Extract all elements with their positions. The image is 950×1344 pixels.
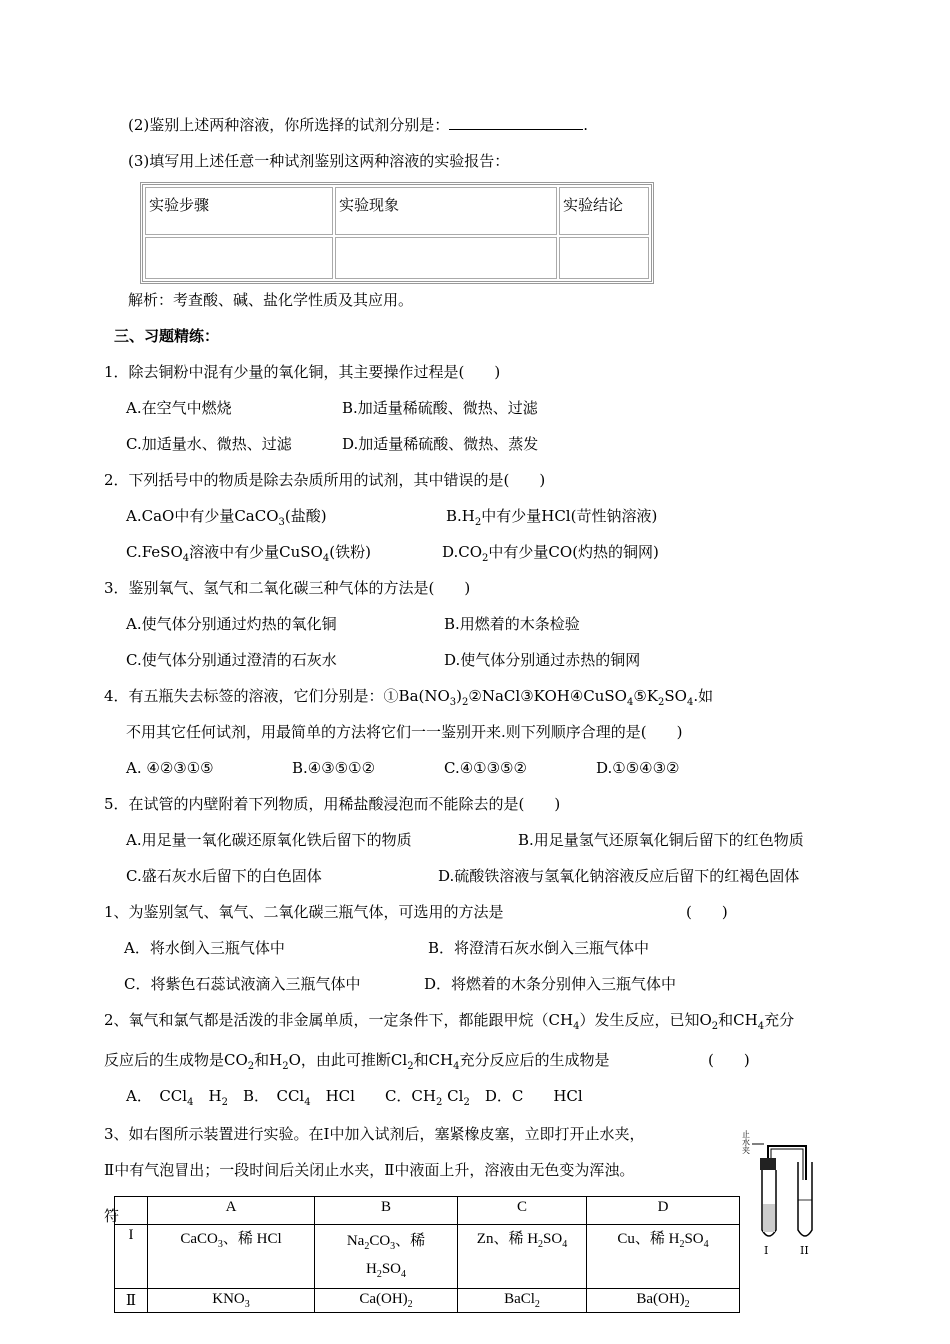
row-ii: Ⅱ (115, 1289, 148, 1313)
p1-option-b: B.加适量稀硫酸、微热、过滤 (342, 399, 538, 417)
report-table (140, 182, 654, 284)
cell-d-2: $Ba(OH)_2$ (587, 1289, 740, 1313)
p3-option-a: A.使气体分别通过灼热的氧化铜 (126, 615, 337, 633)
p5-option-c: C.盛石灰水后留下的白色固体 (126, 867, 322, 885)
r1-option-a: A．将水倒入三瓶气体中 (124, 939, 285, 957)
p3-option-d: D.使气体分别通过赤热的铜网 (444, 651, 641, 669)
p4-stem-2: 不用其它任何试剂，用最简单的方法将它们一一鉴别开来.则下列顺序合理的是( ) (126, 723, 683, 741)
r2-line-2: 反应后的生成物是$CO_2$和$H_2O$，由此可推断$Cl_2$和$CH_4$充分反应后的生成物是 (104, 1051, 610, 1072)
p4-option-b: B.④③⑤①② (292, 759, 376, 777)
q2-end: . (583, 116, 589, 134)
row-i: I (115, 1225, 148, 1289)
section-title: 三、习题精练： (114, 327, 220, 345)
tube-ii-label: II (800, 1244, 809, 1257)
p2-option-b: $B.H_2$中有少量HCl(苛性钠溶液) (446, 507, 658, 528)
answer-blank[interactable] (449, 115, 479, 130)
apparatus-diagram (741, 1120, 824, 1260)
clamp-label: 止水夹 (741, 1130, 751, 1154)
p2-option-c: C.FeSO$_4$溶液中有少量CuSO$_4$(铁粉) (126, 543, 371, 564)
p4-option-c: C.④①③⑤② (444, 759, 527, 777)
p5-option-b: B.用足量氢气还原氧化铜后留下的红色物质 (518, 831, 804, 849)
tube-i-label: I (764, 1244, 769, 1257)
apparatus-svg (741, 1120, 824, 1260)
r3-line-2: Ⅱ中有气泡冒出；一段时间后关闭止水夹，Ⅱ中液面上升，溶液由无色变为浑浊。 (104, 1161, 635, 1179)
r1-paren: ( ) (686, 903, 728, 921)
report-header-conclusion: 实验结论 (559, 187, 649, 235)
cell-b-2: $Ca(OH)_2$ (315, 1289, 458, 1313)
r1-option-d: D．将燃着的木条分别伸入三瓶气体中 (424, 975, 677, 993)
p5-stem: 5．在试管的内壁附着下列物质，用稀盐酸浸泡而不能除去的是( ) (104, 795, 561, 813)
p3-option-c: C.使气体分别通过澄清的石灰水 (126, 651, 337, 669)
p1-stem: 1．除去铜粉中混有少量的氧化铜，其主要操作过程是( ) (104, 363, 501, 381)
p1-option-c: C.加适量水、微热、过滤 (126, 435, 292, 453)
report-cell-steps[interactable] (145, 237, 333, 279)
report-header-phenomena: 实验现象 (335, 187, 557, 235)
r1-option-b: B．将澄清石灰水倒入三瓶气体中 (428, 939, 650, 957)
cell-a-2: $KNO_3$ (148, 1289, 315, 1313)
col-a: A (148, 1197, 315, 1225)
p2-option-a: A.CaO中有少量CaCO$_3$(盐酸) (126, 507, 327, 528)
p5-option-d: D.硫酸铁溶液与氢氧化钠溶液反应后留下的红褐色固体 (438, 867, 800, 885)
r3-line-1: 3、如右图所示装置进行实验。在Ⅰ中加入试剂后，塞紧橡皮塞，立即打开止水夹， (104, 1125, 645, 1143)
r2-options: A． CCl$_4$ $H_2$ B． CCl$_4$ HCl C．$CH_2$ $Cl_2$ D．C HCl (126, 1087, 583, 1108)
cell-a-1: CaCO$_3$、稀 HCl (148, 1225, 315, 1289)
col-b: B (315, 1197, 458, 1225)
reagent-table (114, 1196, 740, 1313)
col-c: C (458, 1197, 587, 1225)
cell-c-2: BaCl$_2$ (458, 1289, 587, 1313)
r2-paren: ( ) (708, 1051, 750, 1069)
report-cell-phenomena[interactable] (335, 237, 557, 279)
cell-d-1: Cu、稀 $H_2SO_4$ (587, 1225, 740, 1289)
report-header-steps: 实验步骤 (145, 187, 333, 235)
p3-option-b: B.用燃着的木条检验 (444, 615, 580, 633)
p4-option-a: A. ④②③①⑤ (126, 759, 214, 777)
r2-line-1: 2、氧气和氯气都是活泼的非金属单质，一定条件下，都能跟甲烷$(CH_4)$发生反应，已知$O_2$和$CH_4$充分 (104, 1011, 795, 1032)
r3-line-3: 符 (104, 1207, 120, 1225)
p1-option-d: D.加适量稀硫酸、微热、蒸发 (342, 435, 539, 453)
r1-stem: 1、为鉴别氢气、氧气、二氧化碳三瓶气体，可选用的方法是 (104, 903, 504, 921)
col-d: D (587, 1197, 740, 1225)
cell-c-1: Zn、稀 $H_2SO_4$ (458, 1225, 587, 1289)
q2-text: (2)鉴别上述两种溶液，你所选择的试剂分别是： (128, 116, 450, 134)
p1-option-a: A.在空气中燃烧 (126, 399, 232, 417)
p4-option-d: D.①⑤④③② (596, 759, 680, 777)
p3-stem: 3．鉴别氧气、氢气和二氧化碳三种气体的方法是( ) (104, 579, 471, 597)
question-3: (3)填写用上述任意一种试剂鉴别这两种溶液的实验报告： (128, 152, 510, 170)
cell-b-1: $Na_2CO_3$、稀 $H_2SO_4$ (315, 1225, 458, 1289)
p2-stem: 2．下列括号中的物质是除去杂质所用的试剂，其中错误的是( ) (104, 471, 546, 489)
question-2 (128, 115, 588, 135)
p5-option-a: A.用足量一氧化碳还原氧化铁后留下的物质 (126, 831, 412, 849)
report-cell-conclusion[interactable] (559, 237, 649, 279)
analysis: 解析：考查酸、碱、盐化学性质及其应用。 (128, 291, 414, 309)
answer-blank-2[interactable] (479, 115, 583, 130)
r1-option-c: C．将紫色石蕊试液滴入三瓶气体中 (124, 975, 361, 993)
p4-stem: 4．有五瓶失去标签的溶液，它们分别是：$①Ba(NO_3)_2②NaCl③KOH④CuSO_4⑤K_2SO_4$.如 (104, 687, 714, 708)
p2-option-d: $D.CO_2$中有少量CO(灼热的铜网) (442, 543, 659, 564)
